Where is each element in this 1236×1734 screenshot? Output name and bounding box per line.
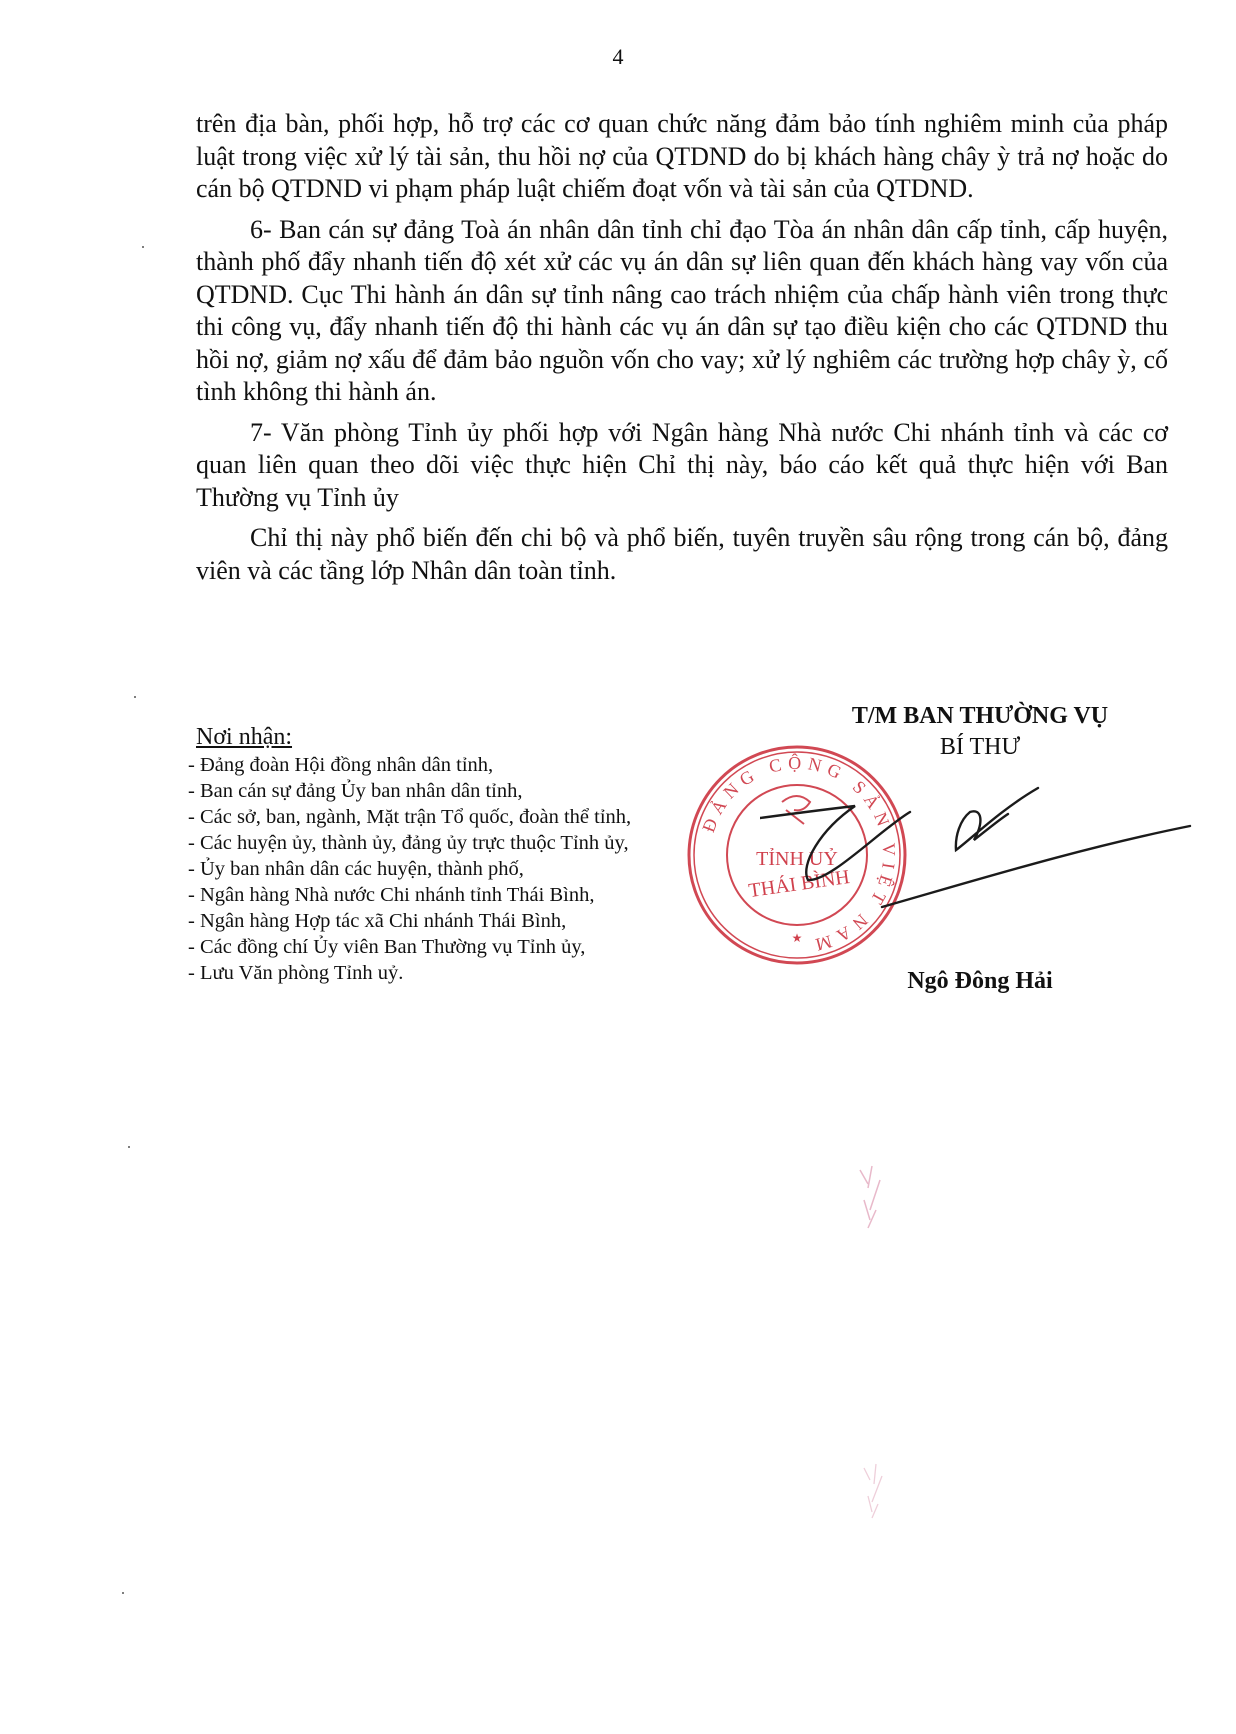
paragraph-item-7: 7- Văn phòng Tỉnh ủy phối hợp với Ngân hàng Nhà nước Chi nhánh tỉnh và các cơ quan liên quan theo dõi việc thực hiện Chỉ thị này, báo cáo kết quả thực hiện với Ban Thường vụ Tỉnh ủy [196, 417, 1168, 512]
recipient-item: - Ủy ban nhân dân các huyện, thành phố, [188, 858, 524, 880]
svg-text:★: ★ [791, 931, 803, 945]
recipient-item: - Ngân hàng Hợp tác xã Chi nhánh Thái Bình, [188, 910, 567, 932]
signatory-organization: T/M BAN THƯỜNG VỤ [851, 703, 1109, 729]
scan-speck [142, 246, 144, 248]
recipient-item: - Các huyện ủy, thành ủy, đảng ủy trực thuộc Tỉnh ủy, [188, 832, 629, 854]
recipients-block [188, 724, 748, 986]
recipient-item: - Ngân hàng Nhà nước Chi nhánh tỉnh Thái Bình, [188, 884, 595, 906]
ink-bleed-mark [850, 1160, 900, 1240]
paragraph-closing: Chỉ thị này phổ biến đến chi bộ và phổ biến, tuyên truyền sâu rộng trong cán bộ, đảng viên và các tầng lớp Nhân dân toàn tỉnh. [196, 523, 1168, 585]
paragraph-continuation: trên địa bàn, phối hợp, hỗ trợ các cơ quan chức năng đảm bảo tính nghiêm minh của pháp luật trong việc xử lý tài sản, thu hồi nợ của QTDND do bị khách hàng chây ỳ trả nợ hoặc do cán bộ QTDND vi phạm pháp luật chiếm đoạt vốn và tài sản của QTDND. [196, 109, 1168, 203]
recipient-item: - Đảng đoàn Hội đồng nhân dân tỉnh, [188, 754, 494, 776]
svg-text:ĐẢNG CỘNG SẢN VIỆT NAM: ĐẢNG CỘNG SẢN VIỆT NAM [698, 752, 900, 957]
recipients-heading: Nơi nhận: [196, 724, 293, 750]
recipient-item: - Các sở, ban, ngành, Mặt trận Tổ quốc, đoàn thể tỉnh, [188, 806, 632, 828]
scan-speck [122, 1592, 124, 1594]
svg-text:THÁI BÌNH: THÁI BÌNH [747, 866, 852, 903]
handwritten-signature [760, 770, 1210, 920]
document-body [196, 108, 1168, 595]
recipients-list [188, 752, 748, 986]
signatory-title: BÍ THƯ [939, 734, 1021, 760]
svg-text:TỈNH UỶ: TỈNH UỶ [756, 848, 838, 870]
scan-speck [134, 696, 136, 698]
signatory-name: Ngô Đông Hải [907, 968, 1053, 994]
paragraph-item-6: 6- Ban cán sự đảng Toà án nhân dân tỉnh chỉ đạo Tòa án nhân dân cấp tỉnh, cấp huyện, thành phố đẩy nhanh tiến độ xét xử các vụ án dân sự liên quan đến khách hàng vay vốn của QTDND. Cục Thi hành án dân sự tỉnh nâng cao trách nhiệm của chấp hành viên trong thực thi công vụ, đẩy nhanh tiến độ thi hành các vụ án dân sự tạo điều kiện cho các QTDND thu hồi nợ, giảm nợ xấu để đảm bảo nguồn vốn cho vay; xử lý nghiêm các trường hợp chây ỳ, cố tình không thi hành án. [196, 214, 1168, 406]
recipient-item: - Lưu Văn phòng Tỉnh uỷ. [188, 962, 404, 984]
recipient-item: - Ban cán sự đảng Ủy ban nhân dân tỉnh, [188, 780, 523, 802]
page-number: 4 [612, 44, 624, 69]
recipient-item: - Các đồng chí Ủy viên Ban Thường vụ Tỉnh ủy, [188, 936, 586, 958]
ink-bleed-mark [852, 1460, 902, 1530]
scan-speck [128, 1146, 130, 1148]
